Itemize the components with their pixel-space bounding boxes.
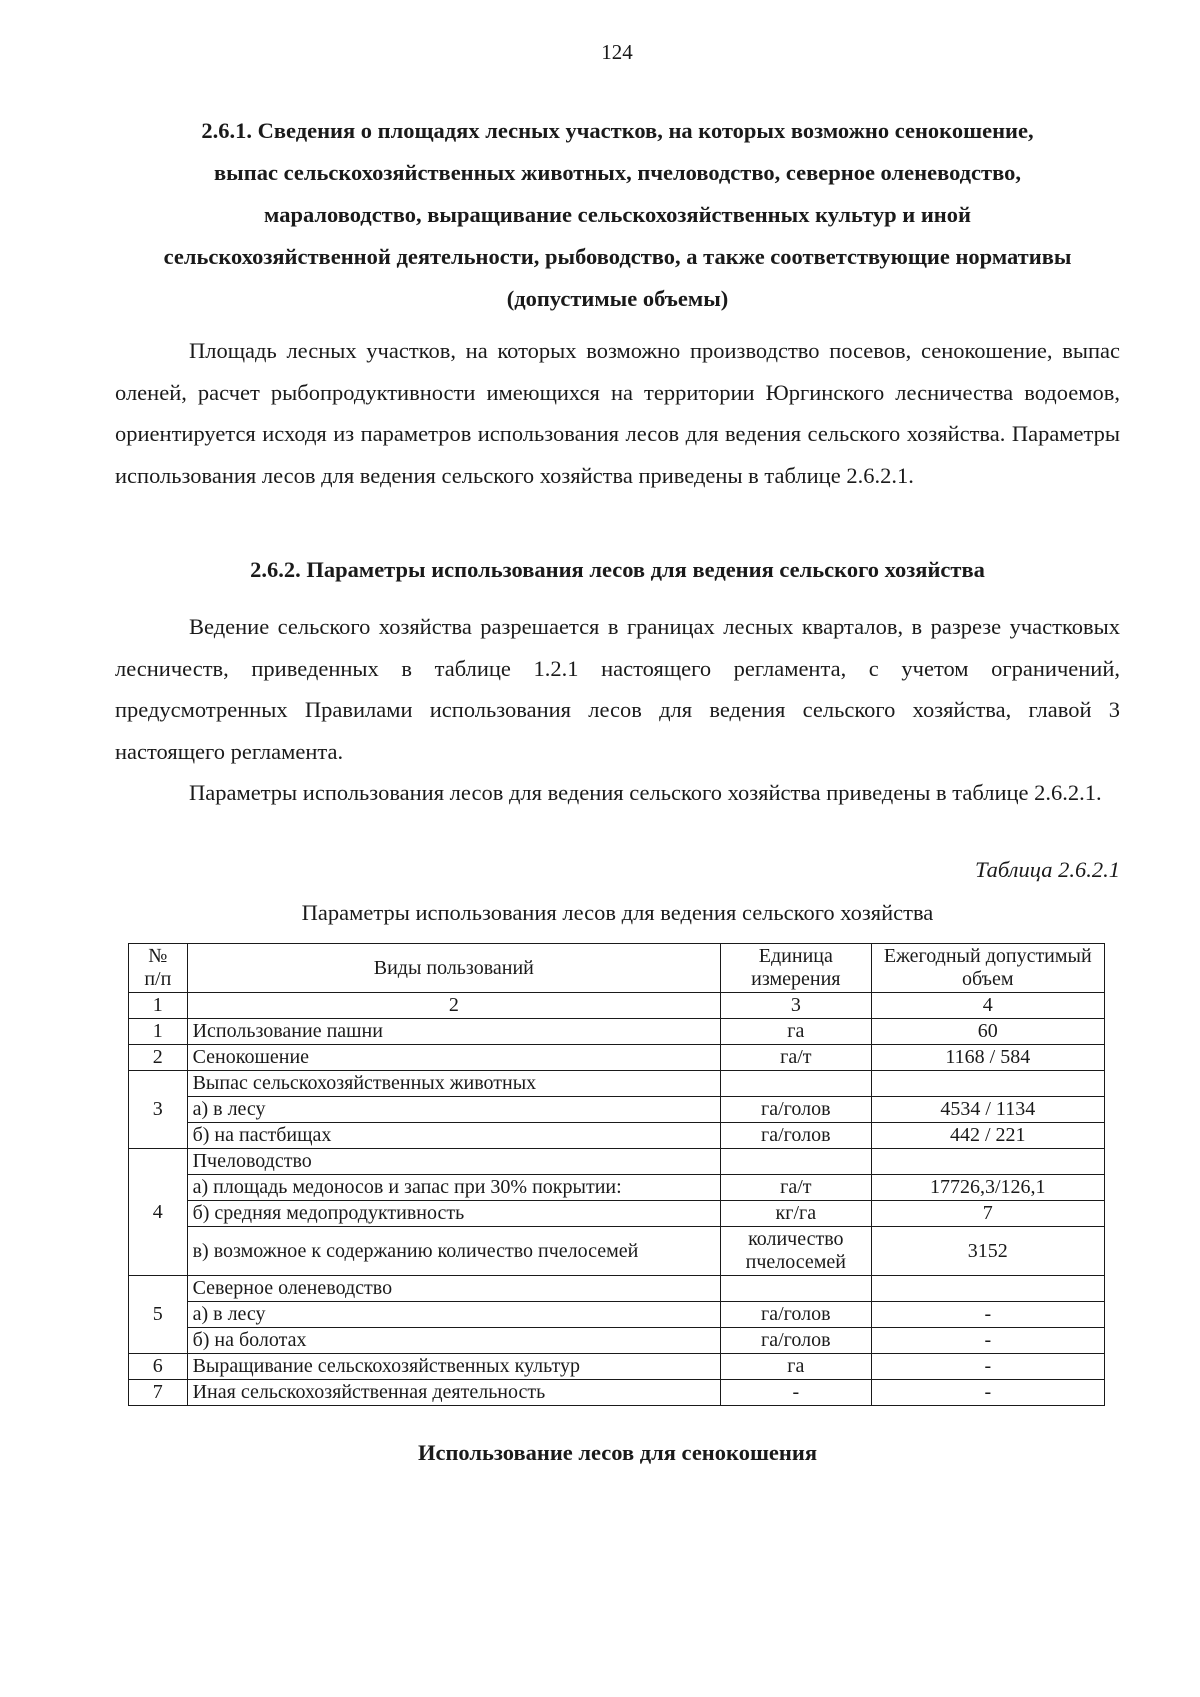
table-row	[129, 1071, 1105, 1097]
table-cell: га/голов	[721, 1123, 872, 1149]
column-number-row	[129, 993, 1105, 1019]
paragraph-table-reference: Параметры использования лесов для ведения сельского хозяйства приведены в таблице 2.6.2.1.	[189, 780, 1102, 805]
table-cell: Пчеловодство	[187, 1149, 720, 1175]
table-cell: а) площадь медоносов и запас при 30% покрытии:	[187, 1175, 720, 1201]
table-cell: 2	[129, 1045, 188, 1071]
table-cell: а) в лесу	[187, 1302, 720, 1328]
table-cell: Иная сельскохозяйственная деятельность	[187, 1380, 720, 1406]
table-row	[129, 1276, 1105, 1302]
table-row	[129, 1097, 1105, 1123]
table-cell: 6	[129, 1354, 188, 1380]
parameters-table	[128, 943, 1105, 1406]
table-cell: -	[871, 1354, 1104, 1380]
heading-line: выпас сельскохозяйственных животных, пчеловодство, северное оленеводство,	[214, 160, 1021, 185]
table-cell: га	[721, 1354, 872, 1380]
heading-line: сельскохозяйственной деятельности, рыбоводство, а также соответствующие нормативы	[163, 244, 1072, 269]
table-row	[129, 1227, 1105, 1276]
table-cell: в) возможное к содержанию количество пчелосемей	[187, 1227, 720, 1276]
table-cell: -	[871, 1328, 1104, 1354]
table-header-row	[129, 944, 1105, 993]
table-cell: 3	[129, 1071, 188, 1149]
table-cell: га	[721, 1019, 872, 1045]
table-cell: б) средняя медопродуктивность	[187, 1201, 720, 1227]
subsection-heading-haymaking: Использование лесов для сенокошения	[417, 1440, 818, 1465]
table-row	[129, 1201, 1105, 1227]
table-row	[129, 1328, 1105, 1354]
table-cell	[871, 1071, 1104, 1097]
table-cell: 2	[187, 993, 720, 1019]
table-cell: -	[721, 1380, 872, 1406]
table-cell: 4	[129, 1149, 188, 1276]
table-label: Таблица 2.6.2.1	[974, 857, 1120, 882]
table-cell: Северное оленеводство	[187, 1276, 720, 1302]
heading-line: мараловодство, выращивание сельскохозяйственных культур и иной	[264, 202, 971, 227]
table-cell: 1	[129, 993, 188, 1019]
table-cell: -	[871, 1380, 1104, 1406]
table-cell: б) на пастбищах	[187, 1123, 720, 1149]
table-cell: 3152	[871, 1227, 1104, 1276]
table-cell: 17726,3/126,1	[871, 1175, 1104, 1201]
table-cell: га/голов	[721, 1328, 872, 1354]
page-number: 124	[601, 40, 633, 64]
table-row	[129, 1354, 1105, 1380]
table-cell: 4534 / 1134	[871, 1097, 1104, 1123]
table-row	[129, 1149, 1105, 1175]
table-cell: -	[871, 1302, 1104, 1328]
table-cell	[871, 1276, 1104, 1302]
header-kind: Виды пользований	[187, 944, 720, 993]
table-cell	[721, 1149, 872, 1175]
table-cell: 1168 / 584	[871, 1045, 1104, 1071]
table-row	[129, 1045, 1105, 1071]
table-cell: 5	[129, 1276, 188, 1354]
section-heading-2-6-1	[115, 110, 1120, 320]
paragraph-agriculture-permission: Ведение сельского хозяйства разрешается в границах лесных кварталов, в разрезе участковых лесничеств, приведенных в таблице 1.2.1 настоящего регламента, с учетом ограничений, предусмотренных Правилами использования лесов для ведения сельского хозяйства, главой 3 настоящего регламента.	[115, 614, 1120, 764]
table-cell: га/т	[721, 1045, 872, 1071]
paragraph-area-description: Площадь лесных участков, на которых возможно производство посевов, сенокошение, выпас оленей, расчет рыбопродуктивности имеющихся на территории Юргинского лесничества водоемов, ориентируется исходя из параметров использования лесов для ведения сельского хозяйства. Параметры использования лесов для ведения сельского хозяйства приведены в таблице 2.6.2.1.	[115, 338, 1120, 488]
header-volume: Ежегодный допустимый объем	[871, 944, 1104, 993]
table-cell: 3	[721, 993, 872, 1019]
table-cell: 60	[871, 1019, 1104, 1045]
table-cell: Выращивание сельскохозяйственных культур	[187, 1354, 720, 1380]
table-cell: 442 / 221	[871, 1123, 1104, 1149]
table-cell: 7	[871, 1201, 1104, 1227]
table-cell: кг/га	[721, 1201, 872, 1227]
heading-line: 2.6.1. Сведения о площадях лесных участков, на которых возможно сенокошение,	[201, 118, 1034, 143]
table-cell	[721, 1276, 872, 1302]
table-cell: га/голов	[721, 1097, 872, 1123]
table-cell: количество пчелосемей	[721, 1227, 872, 1276]
table-cell: Сенокошение	[187, 1045, 720, 1071]
table-cell	[721, 1071, 872, 1097]
table-cell: Использование пашни	[187, 1019, 720, 1045]
header-num: № п/п	[129, 944, 188, 993]
heading-line: (допустимые объемы)	[506, 286, 729, 311]
table-row	[129, 1175, 1105, 1201]
table-cell: Выпас сельскохозяйственных животных	[187, 1071, 720, 1097]
table-row	[129, 1380, 1105, 1406]
table-row	[129, 1019, 1105, 1045]
table-cell: 1	[129, 1019, 188, 1045]
section-heading-2-6-2: 2.6.2. Параметры использования лесов для ведения сельского хозяйства	[250, 557, 985, 582]
table-cell: а) в лесу	[187, 1097, 720, 1123]
header-unit: Единица измерения	[721, 944, 872, 993]
table-row	[129, 1123, 1105, 1149]
table-caption: Параметры использования лесов для ведения сельского хозяйства	[301, 900, 934, 925]
table-cell: 7	[129, 1380, 188, 1406]
table-cell: га/т	[721, 1175, 872, 1201]
table-cell: 4	[871, 993, 1104, 1019]
table-cell: га/голов	[721, 1302, 872, 1328]
table-cell	[871, 1149, 1104, 1175]
table-row	[129, 1302, 1105, 1328]
table-cell: б) на болотах	[187, 1328, 720, 1354]
